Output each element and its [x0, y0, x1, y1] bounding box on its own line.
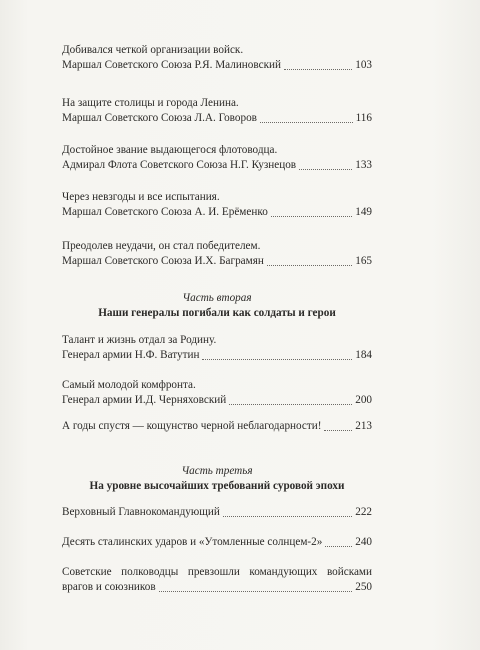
- page-number: 184: [355, 349, 372, 361]
- part-heading: [62, 464, 372, 494]
- entry-title: На защите столицы и города Ленина.: [62, 97, 239, 109]
- page-number: 103: [355, 59, 372, 71]
- page-number: 213: [355, 420, 372, 432]
- dot-leader: [324, 430, 352, 431]
- entry-subtitle: врагов и союзников: [62, 581, 156, 593]
- page-number: 200: [355, 394, 372, 406]
- entry-title: Через невзгоды и все испытания.: [62, 191, 220, 203]
- page-number: 133: [355, 159, 372, 171]
- dot-leader: [271, 216, 352, 217]
- entry-subtitle: Адмирал Флота Советского Союза Н.Г. Кузнецов: [62, 159, 297, 171]
- dot-leader: [260, 122, 353, 123]
- toc-entry[interactable]: [62, 190, 372, 220]
- part-title: На уровне высочайших требований суровой эпохи: [89, 480, 345, 492]
- dot-leader: [284, 69, 352, 70]
- part-heading: [62, 291, 372, 321]
- toc-entry[interactable]: [62, 565, 372, 595]
- entry-title: Верховный Главнокомандующий: [62, 506, 220, 518]
- entry-title: А годы спустя — кощунство черной неблагодарности!: [62, 420, 322, 432]
- page-number: 222: [355, 506, 372, 518]
- entry-title: Преодолев неудачи, он стал победителем.: [62, 240, 261, 252]
- entry-title: Самый молодой комфронта.: [62, 379, 196, 391]
- part-title: Наши генералы погибали как солдаты и герои: [98, 307, 336, 319]
- part-label: Часть вторая: [182, 292, 252, 304]
- page-number: 250: [355, 581, 372, 593]
- entry-subtitle: Генерал армии Н.Ф. Ватутин: [62, 349, 200, 361]
- page-number: 149: [355, 206, 372, 218]
- dot-leader: [299, 169, 352, 170]
- dot-leader: [202, 359, 352, 360]
- page-number: 116: [355, 112, 372, 124]
- toc-entry[interactable]: [62, 239, 372, 269]
- toc-entry[interactable]: [62, 43, 372, 73]
- dot-leader: [229, 404, 352, 405]
- entry-title: Талант и жизнь отдал за Родину.: [62, 334, 217, 346]
- entry-subtitle: Генерал армии И.Д. Черняховский: [62, 394, 227, 406]
- entry-title: Советские полководцы превзошли командующих войсками: [62, 566, 372, 578]
- dot-leader: [267, 265, 352, 266]
- dot-leader: [223, 516, 352, 517]
- entry-title: Добивался четкой организации войск.: [62, 44, 244, 56]
- entry-subtitle: Маршал Советского Союза И.Х. Баграмян: [62, 255, 264, 267]
- toc-entry[interactable]: [62, 505, 372, 520]
- toc-entry[interactable]: [62, 378, 372, 408]
- toc-entry[interactable]: [62, 143, 372, 173]
- entry-subtitle: Маршал Советского Союза Р.Я. Малиновский: [62, 59, 281, 71]
- page-number: 165: [355, 255, 372, 267]
- page-number: 240: [355, 536, 372, 548]
- toc-entry[interactable]: [62, 419, 372, 434]
- toc-entry[interactable]: [62, 96, 372, 126]
- entry-title: Достойное звание выдающегося флотоводца.: [62, 144, 278, 156]
- toc-entry[interactable]: [62, 535, 372, 550]
- entry-title: Десять сталинских ударов и «Утомленные солнцем-2»: [62, 536, 323, 548]
- entry-subtitle: Маршал Советского Союза Л.А. Говоров: [62, 112, 257, 124]
- dot-leader: [159, 591, 353, 592]
- part-label: Часть третья: [181, 465, 253, 477]
- toc-entry[interactable]: [62, 333, 372, 363]
- dot-leader: [325, 546, 352, 547]
- entry-subtitle: Маршал Советского Союза А. И. Ерёменко: [62, 206, 268, 218]
